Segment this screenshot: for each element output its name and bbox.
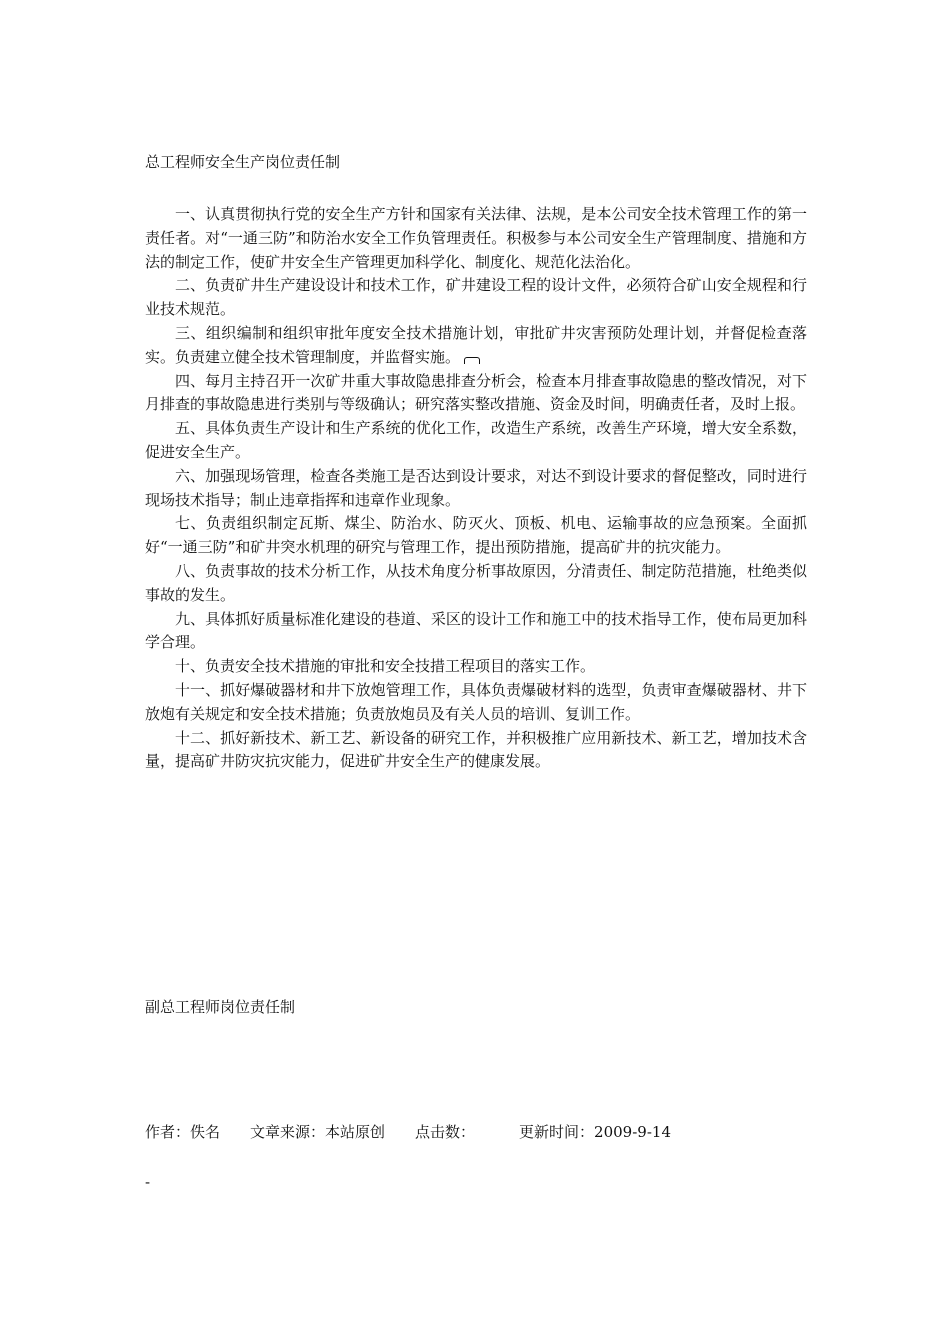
meta-source: 文章来源：本站原创 xyxy=(250,1123,386,1141)
paragraph-3 xyxy=(145,322,807,370)
trailing-mark: - xyxy=(145,1173,151,1191)
paragraph-5: 五、具体负责生产设计和生产系统的优化工作，改造生产系统，改善生产环境，增大安全系数，促进安全生产。 xyxy=(145,419,807,461)
document-title: 总工程师安全生产岗位责任制 xyxy=(145,153,341,171)
paragraph-7: 七、负责组织制定瓦斯、煤尘、防治水、防灭火、顶板、机电、运输事故的应急预案。全面抓好“一通三防”和矿井突水机理的研究与管理工作，提出预防措施，提高矿井的抗灾能力。 xyxy=(145,514,807,557)
paragraph-6: 六、加强现场管理，检查各类施工是否达到设计要求，对达不到设计要求的督促整改，同时进行现场技术指导；制止违章指挥和违章作业现象。 xyxy=(145,466,807,509)
paragraph-9: 九、具体抓好质量标准化建设的巷道、采区的设计工作和施工中的技术指导工作，使布局更加科学合理。 xyxy=(145,609,807,652)
paragraph-2: 二、负责矿井生产建设设计和技术工作，矿井建设工程的设计文件，必须符合矿山安全规程和行业技术规范。 xyxy=(145,276,807,319)
inline-bracket-icon xyxy=(464,357,480,364)
meta-hits: 点击数： xyxy=(415,1123,476,1141)
paragraph-10: 十、负责安全技术措施的审批和安全技措工程项目的落实工作。 xyxy=(175,657,596,676)
meta-author: 作者：佚名 xyxy=(145,1123,221,1141)
paragraph-12: 十二、抓好新技术、新工艺、新设备的研究工作，并积极推广应用新技术、新工艺，增加技术含量，提高矿井防灾抗灾能力，促进矿井安全生产的健康发展。 xyxy=(145,728,807,771)
second-section-title: 副总工程师岗位责任制 xyxy=(145,998,296,1016)
article-meta xyxy=(145,1122,671,1142)
paragraph-11: 十一、抓好爆破器材和井下放炮管理工作，具体负责爆破材料的选型，负责审查爆破器材、井下放炮有关规定和安全技术措施；负责放炮员及有关人员的培训、复训工作。 xyxy=(145,680,807,723)
meta-updated: 更新时间：2009-9-14 xyxy=(519,1123,671,1141)
document-body xyxy=(145,203,807,774)
paragraph-8: 八、负责事故的技术分析工作，从技术角度分析事故原因，分清责任、制定防范措施，杜绝类似事故的发生。 xyxy=(145,561,807,604)
paragraph-1: 一、认真贯彻执行党的安全生产方针和国家有关法律、法规，是本公司安全技术管理工作的第一责任者。对“一通三防”和防治水安全工作负管理责任。积极参与本公司安全生产管理制度、措施和方法的制定工作，使矿井安全生产管理更加科学化、制度化、规范化法治化。 xyxy=(145,205,807,271)
paragraph-4: 四、每月主持召开一次矿井重大事故隐患排查分析会，检查本月排查事故隐患的整改情况，对下月排查的事故隐患进行类别与等级确认；研究落实整改措施、资金及时间，明确责任者，及时上报。 xyxy=(145,371,807,414)
paragraph-3-text: 三、组织编制和组织审批年度安全技术措施计划，审批矿井灾害预防处理计划，并督促检查落实。负责建立健全技术管理制度，并监督实施。 xyxy=(145,323,807,366)
